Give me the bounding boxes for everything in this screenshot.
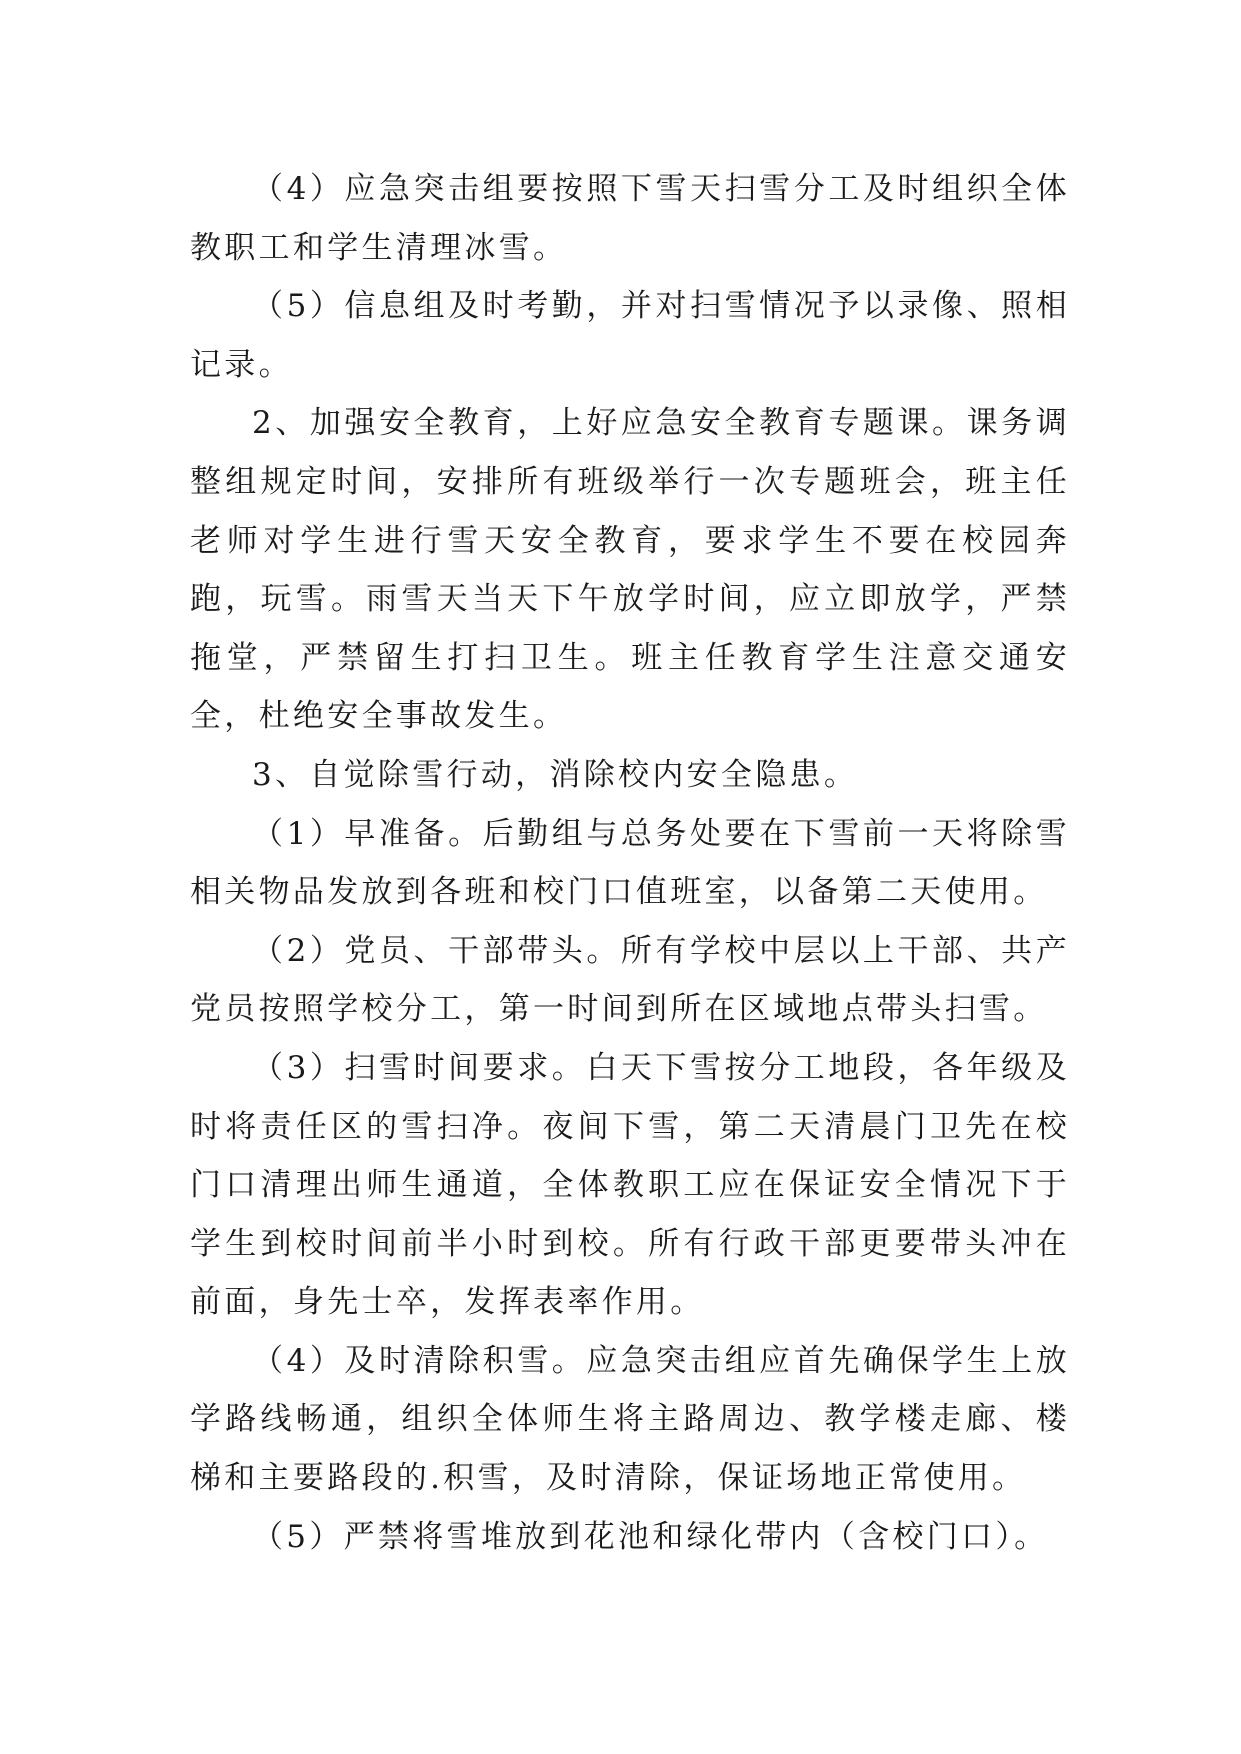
paragraph-no-snow-in-flowerbeds: （5）严禁将雪堆放到花池和绿化带内（含校门口）。 [252, 1518, 1049, 1555]
paragraph-assault-team-clear-ice: （4）应急突击组要按照下雪天扫雪分工及时组织全体教职工和学生清理冰雪。 [190, 171, 1070, 266]
paragraph-cadres-lead: （2）党员、干部带头。所有学校中层以上干部、共产党员按照学校分工，第一时间到所在区域地点带头扫雪。 [190, 932, 1070, 1028]
paragraph-time-requirements: （3）扫雪时间要求。白天下雪按分工地段，各年级及时将责任区的雪扫净。夜间下雪，第二天清晨门卫先在校门口清理出师生通道，全体教职工应在保证安全情况下于学生到校时间前半小时到校。所有行政干部更要带头冲在前面，身先士卒，发挥表率作用。 [190, 1049, 1070, 1321]
document-body [190, 160, 1070, 1566]
paragraph-clear-snow-timely: （4）及时清除积雪。应急突击组应首先确保学生上放学路线畅通，组织全体师生将主路周边、教学楼走廊、楼梯和主要路段的.积雪，及时清除，保证场地正常使用。 [190, 1342, 1070, 1497]
paragraph-early-preparation: （1）早准备。后勤组与总务处要在下雪前一天将除雪相关物品发放到各班和校门口值班室，以备第二天使用。 [190, 815, 1070, 911]
paragraph-snow-removal-heading: 3、自觉除雪行动，消除校内安全隐患。 [252, 756, 859, 793]
paragraph-info-team-record: （5）信息组及时考勤，并对扫雪情况予以录像、照相记录。 [190, 288, 1070, 383]
paragraph-safety-education: 2、加强安全教育，上好应急安全教育专题课。课务调整组规定时间，安排所有班级举行一次专题班会，班主任老师对学生进行雪天安全教育，要求学生不要在校园奔跑，玩雪。雨雪天当天下午放学时间，应立即放学，严禁拖堂，严禁留生打扫卫生。班主任教育学生注意交通安全，杜绝安全事故发生。 [190, 405, 1070, 735]
